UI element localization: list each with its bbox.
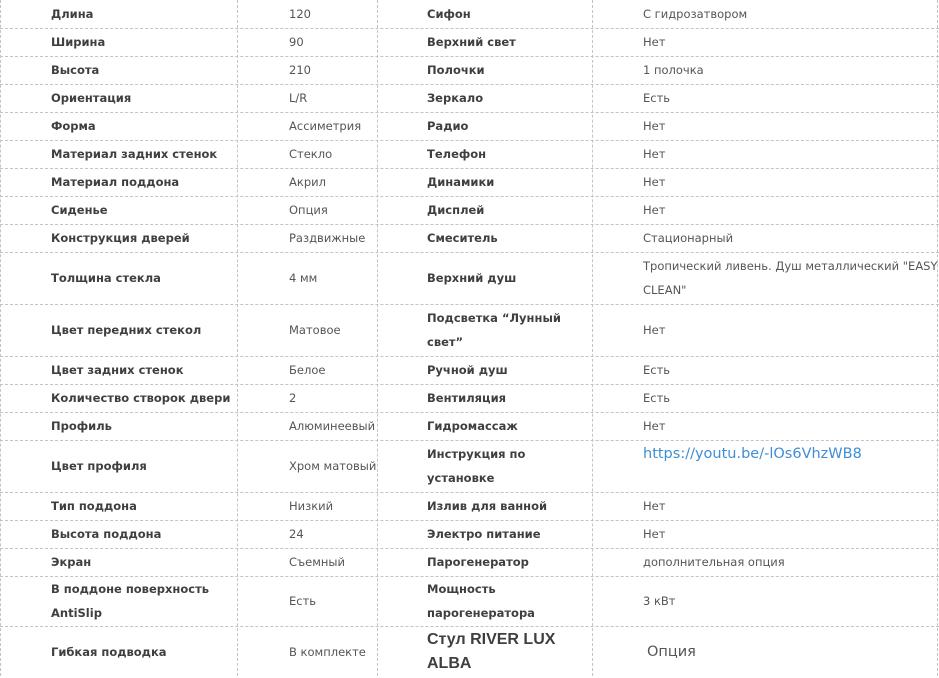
table-row bbox=[0, 0, 939, 28]
spec-label: Динамики bbox=[427, 175, 495, 189]
spec-label: Высота поддона bbox=[51, 527, 162, 541]
spec-label: Гибкая подводка bbox=[51, 645, 167, 659]
spec-label: Вентиляция bbox=[427, 391, 507, 405]
spec-label-cell bbox=[51, 84, 237, 112]
spec-value: 3 кВт bbox=[643, 594, 676, 608]
spec-value: Нет bbox=[643, 119, 666, 133]
spec-label: Цвет передних стекол bbox=[51, 323, 202, 337]
spec-value: Нет bbox=[643, 35, 666, 49]
spec-label-cell bbox=[51, 196, 237, 224]
spec-value-cell bbox=[289, 384, 377, 412]
spec-value: Нет bbox=[643, 323, 666, 337]
spec-value-cell bbox=[643, 548, 939, 576]
spec-label-cell bbox=[51, 576, 237, 626]
spec-value: В комплекте bbox=[289, 645, 366, 659]
spec-label-cell bbox=[427, 28, 592, 56]
spec-value: Нет bbox=[643, 499, 666, 513]
spec-label: Сиденье bbox=[51, 203, 108, 217]
spec-label: Подсветка “Лунный свет” bbox=[427, 311, 561, 349]
spec-label: Стул RIVER LUX ALBA bbox=[427, 631, 556, 672]
spec-value: L/R bbox=[289, 91, 308, 105]
spec-label-cell bbox=[427, 112, 592, 140]
spec-label: Длина bbox=[51, 7, 94, 21]
spec-label-cell bbox=[51, 304, 237, 356]
spec-value-cell bbox=[643, 492, 939, 520]
spec-value: Ассиметрия bbox=[289, 119, 362, 133]
spec-value: Есть bbox=[643, 363, 671, 377]
spec-label: Верхний свет bbox=[427, 35, 516, 49]
spec-label: Цвет задних стенок bbox=[51, 363, 184, 377]
spec-value: Акрил bbox=[289, 175, 326, 189]
spec-label-cell bbox=[427, 440, 592, 492]
spec-value: 2 bbox=[289, 391, 297, 405]
spec-label-cell bbox=[51, 0, 237, 28]
spec-label: Дисплей bbox=[427, 203, 485, 217]
spec-label-cell bbox=[51, 252, 237, 304]
spec-value-cell bbox=[643, 304, 939, 356]
spec-label-cell bbox=[51, 112, 237, 140]
spec-label-cell bbox=[427, 224, 592, 252]
spec-value-cell bbox=[643, 626, 939, 678]
spec-value-cell bbox=[289, 56, 377, 84]
spec-value: дополнительная опция bbox=[643, 555, 785, 569]
spec-value-cell bbox=[643, 412, 939, 440]
spec-label-cell bbox=[51, 168, 237, 196]
spec-label: Форма bbox=[51, 119, 96, 133]
table-row bbox=[0, 626, 939, 678]
spec-value: Съемный bbox=[289, 555, 345, 569]
spec-label-cell bbox=[427, 252, 592, 304]
spec-value: 1 полочка bbox=[643, 63, 704, 77]
spec-value-cell bbox=[289, 84, 377, 112]
spec-value-cell bbox=[643, 252, 939, 304]
spec-value-cell bbox=[289, 140, 377, 168]
spec-label-cell bbox=[51, 492, 237, 520]
spec-label: Экран bbox=[51, 555, 92, 569]
spec-label: Гидромассаж bbox=[427, 419, 518, 433]
spec-label: Электро питание bbox=[427, 527, 541, 541]
spec-value: Стекло bbox=[289, 147, 333, 161]
spec-label-cell bbox=[51, 28, 237, 56]
spec-label-cell bbox=[427, 384, 592, 412]
spec-label-cell bbox=[427, 140, 592, 168]
spec-value-cell bbox=[289, 548, 377, 576]
spec-value-cell bbox=[289, 112, 377, 140]
spec-label: Телефон bbox=[427, 147, 487, 161]
spec-label-cell bbox=[427, 0, 592, 28]
spec-label-cell bbox=[427, 626, 592, 678]
table-row bbox=[0, 56, 939, 84]
spec-label: Цвет профиля bbox=[51, 459, 147, 473]
table-row bbox=[0, 28, 939, 56]
spec-value: Стационарный bbox=[643, 231, 734, 245]
spec-value-cell bbox=[289, 252, 377, 304]
spec-value-cell bbox=[643, 140, 939, 168]
spec-value-cell bbox=[289, 356, 377, 384]
spec-label-cell bbox=[427, 84, 592, 112]
spec-value-cell bbox=[643, 224, 939, 252]
spec-label-cell bbox=[427, 56, 592, 84]
table-row bbox=[0, 196, 939, 224]
spec-value-cell bbox=[643, 384, 939, 412]
spec-value: Раздвижные bbox=[289, 231, 366, 245]
table-row bbox=[0, 356, 939, 384]
table-row bbox=[0, 576, 939, 626]
spec-value: Нет bbox=[643, 175, 666, 189]
spec-label: Сифон bbox=[427, 7, 471, 21]
spec-label-cell bbox=[427, 492, 592, 520]
spec-label: Толщина стекла bbox=[51, 271, 161, 285]
table-row bbox=[0, 168, 939, 196]
spec-value: 4 мм bbox=[289, 271, 318, 285]
spec-label-cell bbox=[51, 140, 237, 168]
spec-label-cell bbox=[51, 56, 237, 84]
spec-value-cell bbox=[289, 304, 377, 356]
spec-label-cell bbox=[427, 168, 592, 196]
table-row bbox=[0, 252, 939, 304]
spec-value-cell bbox=[643, 56, 939, 84]
spec-label: Высота bbox=[51, 63, 100, 77]
spec-value: Опция bbox=[647, 644, 696, 660]
spec-label: Инструкция по установке bbox=[427, 447, 526, 485]
spec-label-cell bbox=[427, 304, 592, 356]
spec-value: Низкий bbox=[289, 499, 334, 513]
spec-value: С гидрозатвором bbox=[643, 7, 748, 21]
spec-value-cell bbox=[643, 112, 939, 140]
spec-label-cell bbox=[51, 356, 237, 384]
spec-value-cell bbox=[289, 492, 377, 520]
table-row bbox=[0, 412, 939, 440]
spec-value-cell bbox=[289, 0, 377, 28]
spec-label: Количество створок двери bbox=[51, 391, 231, 405]
spec-value-cell bbox=[289, 626, 377, 678]
spec-label: Полочки bbox=[427, 63, 485, 77]
spec-value-cell bbox=[643, 440, 939, 492]
spec-label-cell bbox=[427, 548, 592, 576]
spec-label: Зеркало bbox=[427, 91, 484, 105]
spec-label: Излив для ванной bbox=[427, 499, 548, 513]
spec-value: Есть bbox=[643, 91, 671, 105]
spec-label: Ручной душ bbox=[427, 363, 508, 377]
spec-label-cell bbox=[51, 224, 237, 252]
spec-value: Нет bbox=[643, 527, 666, 541]
spec-value-cell bbox=[643, 520, 939, 548]
spec-value: 210 bbox=[289, 63, 311, 77]
spec-value: Опция bbox=[289, 203, 328, 217]
spec-value-cell bbox=[643, 356, 939, 384]
spec-label: Материал поддона bbox=[51, 175, 180, 189]
spec-label: Радио bbox=[427, 119, 469, 133]
spec-value: Нет bbox=[643, 419, 666, 433]
spec-value: Тропический ливень. Душ металлический "EASY CLEAN" bbox=[643, 259, 938, 297]
spec-label-cell bbox=[51, 520, 237, 548]
table-row bbox=[0, 384, 939, 412]
spec-label: В поддоне поверхность AntiSlip bbox=[51, 582, 210, 620]
spec-label: Материал задних стенок bbox=[51, 147, 218, 161]
spec-label: Верхний душ bbox=[427, 271, 517, 285]
spec-value: Есть bbox=[643, 391, 671, 405]
spec-value: Алюминеевый bbox=[289, 419, 376, 433]
spec-label: Мощность парогенератора bbox=[427, 582, 535, 620]
spec-label-cell bbox=[51, 626, 237, 678]
spec-value-cell bbox=[643, 196, 939, 224]
spec-value-cell bbox=[289, 224, 377, 252]
table-row bbox=[0, 440, 939, 492]
spec-label-cell bbox=[427, 196, 592, 224]
table-row bbox=[0, 224, 939, 252]
spec-value-cell bbox=[289, 412, 377, 440]
table-row bbox=[0, 140, 939, 168]
install-video-link[interactable]: https://youtu.be/-lOs6VhzWB8 bbox=[643, 446, 862, 462]
table-row bbox=[0, 112, 939, 140]
spec-value: 90 bbox=[289, 35, 304, 49]
spec-label: Конструкция дверей bbox=[51, 231, 190, 245]
spec-value: Белое bbox=[289, 363, 326, 377]
spec-value-cell bbox=[289, 168, 377, 196]
spec-value: Есть bbox=[289, 594, 317, 608]
spec-value-cell bbox=[643, 168, 939, 196]
table-row bbox=[0, 84, 939, 112]
spec-label: Профиль bbox=[51, 419, 112, 433]
spec-value: Нет bbox=[643, 203, 666, 217]
spec-label-cell bbox=[51, 384, 237, 412]
spec-value: Нет bbox=[643, 147, 666, 161]
spec-value-cell bbox=[289, 28, 377, 56]
spec-value-cell bbox=[643, 84, 939, 112]
table-row bbox=[0, 548, 939, 576]
table-row bbox=[0, 492, 939, 520]
spec-value-cell bbox=[643, 0, 939, 28]
spec-label-cell bbox=[427, 356, 592, 384]
spec-value-cell bbox=[643, 28, 939, 56]
table-row bbox=[0, 304, 939, 356]
spec-label-cell bbox=[427, 576, 592, 626]
spec-label-cell bbox=[51, 412, 237, 440]
spec-value: Матовое bbox=[289, 323, 341, 337]
spec-value: Хром матовый bbox=[289, 459, 377, 473]
spec-value: 120 bbox=[289, 7, 311, 21]
spec-value-cell bbox=[643, 576, 939, 626]
spec-label: Тип поддона bbox=[51, 499, 137, 513]
spec-value-cell bbox=[289, 440, 377, 492]
spec-label: Парогенератор bbox=[427, 555, 529, 569]
spec-value-cell bbox=[289, 576, 377, 626]
spec-label-cell bbox=[51, 548, 237, 576]
table-row bbox=[0, 520, 939, 548]
spec-label: Ширина bbox=[51, 35, 106, 49]
spec-label: Смеситель bbox=[427, 231, 498, 245]
spec-label-cell bbox=[427, 412, 592, 440]
spec-label-cell bbox=[51, 440, 237, 492]
spec-label: Ориентация bbox=[51, 91, 132, 105]
spec-value: 24 bbox=[289, 527, 304, 541]
spec-label-cell bbox=[427, 520, 592, 548]
spec-value-cell bbox=[289, 520, 377, 548]
spec-value-cell bbox=[289, 196, 377, 224]
